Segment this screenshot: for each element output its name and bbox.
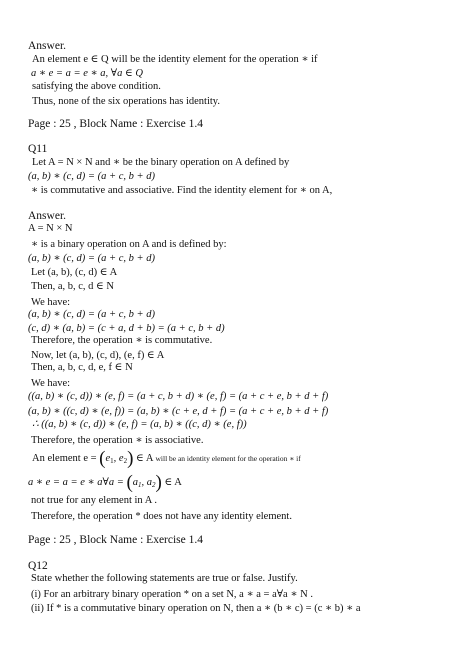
- equation-line: ∴ ((a, b) ∗ (c, d)) ∗ (e, f) = (a, b) ∗ ((c, d) ∗ (e, f)): [32, 419, 247, 430]
- identity-prefix: An element e =: [32, 453, 97, 464]
- answer-label: Answer.: [28, 210, 67, 222]
- question-text: Let A = N × N and ∗ be the binary operation on A defined by: [32, 157, 290, 168]
- question-text: State whether the following statements are true or false. Justify.: [31, 573, 298, 584]
- question-item: (ii) If * is a commutative binary operation on N, then a ∗ (b ∗ c) = (c ∗ b) ∗ a: [31, 603, 361, 614]
- answer-text: Let (a, b), (c, d) ∈ A: [31, 267, 118, 278]
- equation-line: (a, b) ∗ ((c, d) ∗ (e, f)) = (a, b) ∗ (c + e, d + f) = (a + c + e, b + d + f): [28, 406, 329, 417]
- answer-text: Then, a, b, c, d, e, f ∈ N: [31, 362, 133, 373]
- answer-text: Then, a, b, c, d ∈ N: [31, 281, 115, 292]
- operation-definition: (a, b) ∗ (c, d) = (a + c, b + d): [28, 253, 155, 264]
- set-definition: A = N × N: [28, 223, 73, 234]
- equation-line: (c, d) ∗ (a, b) = (c + a, d + b) = (a + c, b + d): [28, 323, 225, 334]
- identity-element-line: An element $e = (e_1$, $e_2$) ∈ A will be an identity element for the operation ∗ if: [32, 448, 301, 469]
- question-item: (i) For an arbitrary binary operation * on a set N, a ∗ a = a∀a ∗ N .: [31, 589, 313, 600]
- answer-label: Answer.: [28, 40, 67, 52]
- identity-equation: a ∗ e = a = e ∗ a, ∀a ∈ Q: [31, 68, 143, 79]
- operation-definition: (a, b) ∗ (c, d) = (a + c, b + d): [28, 171, 155, 182]
- page-reference: Page : 25 , Block Name : Exercise 1.4: [28, 118, 204, 130]
- question-label: Q11: [28, 143, 48, 155]
- equation-line: (a, b) ∗ (c, d) = (a + c, b + d): [28, 309, 155, 320]
- identity-equation-line: a ∗ e = a = e ∗ a∀a = ($a_1$, $a_2$) ∈ A: [28, 472, 182, 493]
- satisfying-text: satisfying the above condition.: [32, 81, 161, 92]
- question-text: ∗ is commutative and associative. Find the identity element for ∗ on A,: [31, 185, 333, 196]
- answer-text: Therefore, the operation ∗ is commutative.: [31, 335, 213, 346]
- page-reference: Page : 25 , Block Name : Exercise 1.4: [28, 534, 204, 546]
- answer-text: Now, let (a, b), (c, d), (e, f) ∈ A: [31, 350, 165, 361]
- conclusion-text: Thus, none of the six operations has identity.: [32, 96, 220, 107]
- identity-condition-text: will be an identity element for the operation ∗ if: [155, 454, 301, 463]
- answer-text: We have:: [31, 378, 71, 389]
- answer-text: Therefore, the operation ∗ is associative.: [31, 435, 204, 446]
- question-label: Q12: [28, 560, 48, 572]
- equation-line: ((a, b) ∗ (c, d)) ∗ (e, f) = (a + c, b + d) ∗ (e, f) = (a + c + e, b + d + f): [28, 391, 329, 402]
- answer-text: ∗ is a binary operation on A and is defined by:: [31, 239, 227, 250]
- identity-definition-text: An element e ∈ Q will be the identity element for the operation ∗ if: [32, 54, 318, 65]
- final-conclusion: Therefore, the operation * does not have any identity element.: [31, 511, 292, 522]
- answer-text: We have:: [31, 297, 71, 308]
- answer-text: not true for any element in A .: [31, 495, 157, 506]
